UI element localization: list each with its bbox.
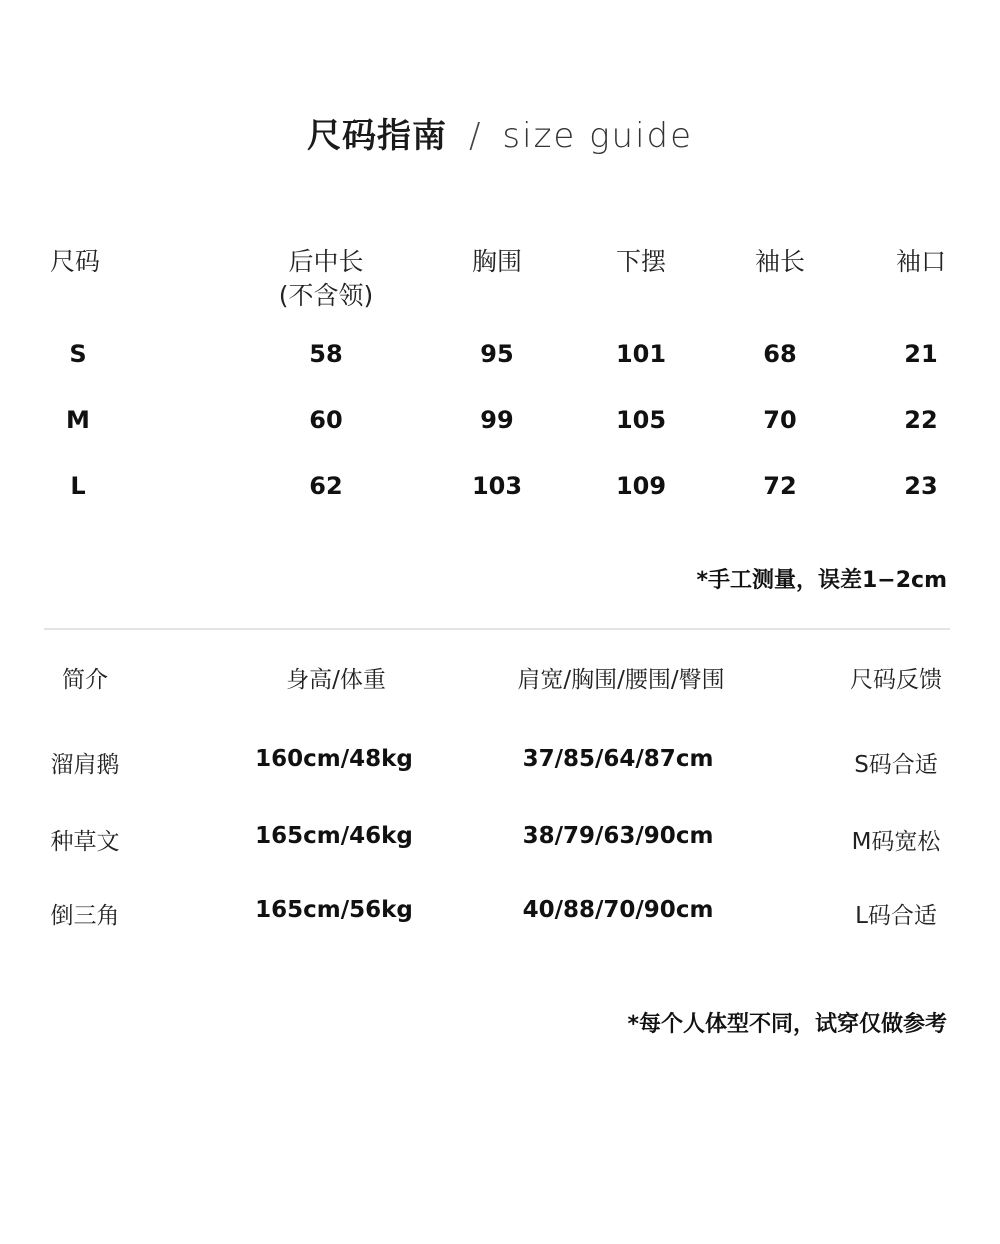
table-cell: 58 bbox=[309, 340, 343, 368]
measurement-note: *手工测量，误差1−2cm bbox=[696, 568, 947, 593]
size-header-chest: 胸围 bbox=[471, 247, 523, 276]
fit-profile-name: 倒三角 bbox=[50, 903, 120, 929]
table-cell: 72 bbox=[763, 472, 797, 500]
table-cell: 23 bbox=[904, 472, 938, 500]
fit-disclaimer-note: *每个人体型不同，试穿仅做参考 bbox=[627, 1012, 947, 1037]
section-divider bbox=[44, 628, 950, 630]
title-separator: / bbox=[468, 116, 481, 156]
table-cell: 38/79/63/90cm bbox=[522, 823, 714, 849]
size-header-back-length: 后中长 bbox=[288, 247, 364, 276]
table-cell: 70 bbox=[763, 406, 797, 434]
size-header-hem: 下摆 bbox=[615, 247, 667, 276]
fit-profile-name: 溜肩鹅 bbox=[50, 752, 120, 778]
table-cell: 62 bbox=[309, 472, 343, 500]
size-header-sleeve-length: 袖长 bbox=[754, 247, 806, 276]
size-label: S bbox=[69, 340, 87, 368]
title-en: size guide bbox=[502, 116, 694, 156]
fit-header-measurements: 肩宽/胸围/腰围/臀围 bbox=[517, 667, 725, 693]
table-cell: 103 bbox=[471, 472, 523, 500]
table-cell: 22 bbox=[904, 406, 938, 434]
table-cell: 21 bbox=[904, 340, 938, 368]
size-header-back-length-note: (不含领) bbox=[278, 281, 374, 310]
table-cell: S码合适 bbox=[854, 752, 938, 778]
fit-header-profile: 简介 bbox=[62, 667, 108, 693]
table-cell: 101 bbox=[615, 340, 667, 368]
fit-header-feedback: 尺码反馈 bbox=[850, 667, 942, 693]
fit-profile-name: 种草文 bbox=[50, 829, 120, 855]
table-cell: 105 bbox=[615, 406, 667, 434]
table-cell: 165cm/46kg bbox=[255, 823, 413, 849]
table-cell: 95 bbox=[480, 340, 514, 368]
table-cell: 160cm/48kg bbox=[255, 746, 413, 772]
table-cell: 37/85/64/87cm bbox=[522, 746, 714, 772]
size-label: M bbox=[66, 406, 90, 434]
size-header-cuff: 袖口 bbox=[895, 247, 947, 276]
table-cell: L码合适 bbox=[855, 903, 937, 929]
table-cell: M码宽松 bbox=[851, 829, 941, 855]
title-zh: 尺码指南 bbox=[306, 116, 447, 156]
table-cell: 40/88/70/90cm bbox=[522, 897, 714, 923]
table-cell: 165cm/56kg bbox=[255, 897, 413, 923]
size-header-size: 尺码 bbox=[50, 247, 101, 276]
size-label: L bbox=[70, 472, 86, 500]
page-title bbox=[307, 108, 693, 157]
fit-header-height-weight: 身高/体重 bbox=[286, 667, 386, 693]
table-cell: 109 bbox=[615, 472, 667, 500]
table-cell: 60 bbox=[309, 406, 343, 434]
table-cell: 68 bbox=[763, 340, 797, 368]
table-cell: 99 bbox=[480, 406, 514, 434]
